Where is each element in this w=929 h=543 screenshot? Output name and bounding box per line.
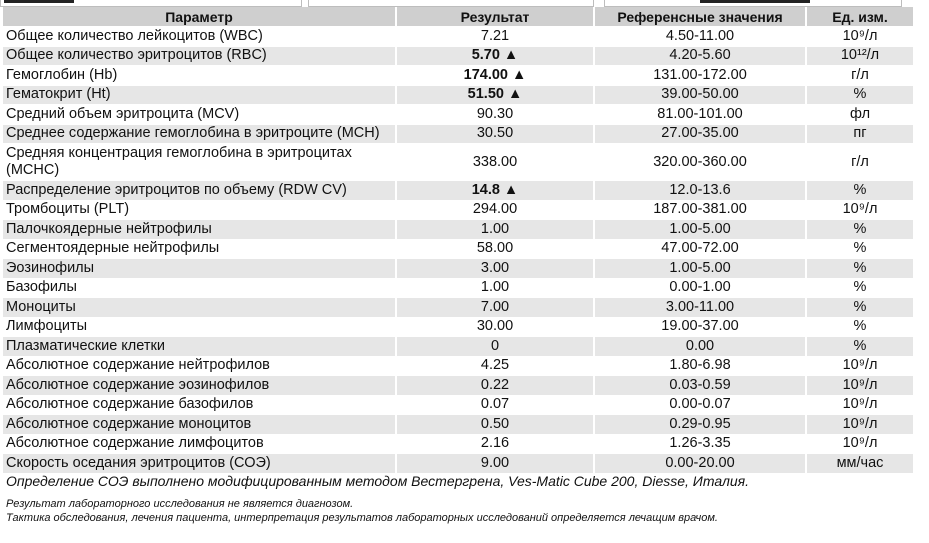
top-partial-header-strip [0, 0, 929, 7]
cell-reference: 19.00-37.00 [595, 318, 807, 338]
cell-result: 338.00 [397, 144, 595, 181]
cell-result: 7.21 [397, 27, 595, 47]
cell-parameter: Среднее содержание гемоглобина в эритроците (MCH) [3, 125, 397, 145]
cell-unit: 10⁹/л [807, 396, 915, 416]
table-row [3, 86, 915, 106]
cell-result: 294.00 [397, 201, 595, 221]
cell-parameter: Сегментоядерные нейтрофилы [3, 240, 397, 260]
cell-reference: 3.00-11.00 [595, 298, 807, 318]
cell-result: 174.00 ▲ [397, 66, 595, 86]
cell-result: 30.00 [397, 318, 595, 338]
cell-unit: 10⁹/л [807, 201, 915, 221]
cell-reference: 4.50-11.00 [595, 27, 807, 47]
cell-parameter: Средняя концентрация гемоглобина в эритроцитах (MCHC) [3, 144, 397, 181]
cell-unit: мм/час [807, 454, 915, 474]
cell-parameter: Абсолютное содержание моноцитов [3, 415, 397, 435]
partial-header-text-fragment [700, 0, 810, 3]
cell-unit: г/л [807, 66, 915, 86]
table-row [3, 125, 915, 145]
cell-reference: 0.29-0.95 [595, 415, 807, 435]
cell-result: 51.50 ▲ [397, 86, 595, 106]
cell-result: 2.16 [397, 435, 595, 455]
cell-unit: фл [807, 105, 915, 125]
cell-parameter: Плазматические клетки [3, 337, 397, 357]
cell-unit: % [807, 181, 915, 201]
table-header-row [3, 7, 915, 27]
disclaimer-note: Результат лабораторного исследования не является диагнозом. [6, 498, 354, 510]
cell-parameter: Лимфоциты [3, 318, 397, 338]
cell-reference: 0.00-1.00 [595, 279, 807, 299]
cell-unit: % [807, 259, 915, 279]
cell-unit: % [807, 86, 915, 106]
cell-reference: 0.00-20.00 [595, 454, 807, 474]
table-row [3, 376, 915, 396]
cell-unit: 10⁹/л [807, 376, 915, 396]
cell-result: 90.30 [397, 105, 595, 125]
cell-result: 0.07 [397, 396, 595, 416]
cell-unit: 10¹²/л [807, 47, 915, 67]
cell-unit: % [807, 318, 915, 338]
header-unit: Ед. изм. [807, 7, 915, 27]
cell-unit: пг [807, 125, 915, 145]
table-row [3, 415, 915, 435]
table-row [3, 144, 915, 181]
table-row [3, 240, 915, 260]
cell-unit: % [807, 337, 915, 357]
cell-result: 1.00 [397, 220, 595, 240]
cell-parameter: Гемоглобин (Hb) [3, 66, 397, 86]
cell-reference: 320.00-360.00 [595, 144, 807, 181]
cell-reference: 47.00-72.00 [595, 240, 807, 260]
cell-unit: % [807, 279, 915, 299]
disclaimer-note-2: Тактика обследования, лечения пациента, интерпретация результатов лабораторных исследований определяется лечащим врачом. [6, 512, 718, 524]
cell-result: 5.70 ▲ [397, 47, 595, 67]
table-row [3, 279, 915, 299]
cell-parameter: Абсолютное содержание эозинофилов [3, 376, 397, 396]
cell-unit: 10⁹/л [807, 27, 915, 47]
cell-parameter: Абсолютное содержание нейтрофилов [3, 357, 397, 377]
cell-parameter: Моноциты [3, 298, 397, 318]
cell-reference: 27.00-35.00 [595, 125, 807, 145]
cell-parameter: Гематокрит (Ht) [3, 86, 397, 106]
table-row [3, 337, 915, 357]
cell-result: 14.8 ▲ [397, 181, 595, 201]
cell-reference: 1.26-3.35 [595, 435, 807, 455]
cell-reference: 0.00-0.07 [595, 396, 807, 416]
cell-reference: 0.03-0.59 [595, 376, 807, 396]
cell-unit: 10⁹/л [807, 435, 915, 455]
table-row [3, 435, 915, 455]
cell-unit: 10⁹/л [807, 415, 915, 435]
cell-reference: 187.00-381.00 [595, 201, 807, 221]
table-row [3, 259, 915, 279]
cell-unit: % [807, 240, 915, 260]
cell-result: 1.00 [397, 279, 595, 299]
cell-result: 0 [397, 337, 595, 357]
cell-result: 0.22 [397, 376, 595, 396]
cell-result: 30.50 [397, 125, 595, 145]
partial-header-text-fragment [4, 0, 74, 3]
cell-parameter: Средний объем эритроцита (MCV) [3, 105, 397, 125]
cell-unit: % [807, 298, 915, 318]
cell-unit: 10⁹/л [807, 357, 915, 377]
partial-header-cell [308, 0, 594, 7]
lab-results-table [3, 7, 915, 474]
cell-reference: 1.00-5.00 [595, 220, 807, 240]
table-row [3, 105, 915, 125]
cell-reference: 39.00-50.00 [595, 86, 807, 106]
table-row [3, 66, 915, 86]
cell-reference: 1.00-5.00 [595, 259, 807, 279]
table-row [3, 27, 915, 47]
cell-reference: 12.0-13.6 [595, 181, 807, 201]
table-row [3, 181, 915, 201]
cell-reference: 0.00 [595, 337, 807, 357]
cell-result: 4.25 [397, 357, 595, 377]
header-parameter: Параметр [3, 7, 397, 27]
cell-parameter: Эозинофилы [3, 259, 397, 279]
header-reference: Референсные значения [595, 7, 807, 27]
cell-reference: 4.20-5.60 [595, 47, 807, 67]
cell-parameter: Скорость оседания эритроцитов (СОЭ) [3, 454, 397, 474]
cell-result: 58.00 [397, 240, 595, 260]
table-row [3, 454, 915, 474]
cell-parameter: Тромбоциты (PLT) [3, 201, 397, 221]
cell-parameter: Абсолютное содержание лимфоцитов [3, 435, 397, 455]
cell-parameter: Общее количество лейкоцитов (WBC) [3, 27, 397, 47]
table-row [3, 318, 915, 338]
header-result: Результат [397, 7, 595, 27]
cell-parameter: Общее количество эритроцитов (RBC) [3, 47, 397, 67]
cell-unit: % [807, 220, 915, 240]
cell-unit: г/л [807, 144, 915, 181]
cell-result: 3.00 [397, 259, 595, 279]
table-row [3, 47, 915, 67]
table-row [3, 298, 915, 318]
table-row [3, 220, 915, 240]
cell-parameter: Базофилы [3, 279, 397, 299]
cell-result: 9.00 [397, 454, 595, 474]
cell-parameter: Палочкоядерные нейтрофилы [3, 220, 397, 240]
table-row [3, 357, 915, 377]
cell-reference: 131.00-172.00 [595, 66, 807, 86]
cell-result: 7.00 [397, 298, 595, 318]
table-row [3, 201, 915, 221]
cell-reference: 1.80-6.98 [595, 357, 807, 377]
cell-reference: 81.00-101.00 [595, 105, 807, 125]
cell-parameter: Распределение эритроцитов по объему (RDW CV) [3, 181, 397, 201]
table-row [3, 396, 915, 416]
cell-result: 0.50 [397, 415, 595, 435]
method-note: Определение СОЭ выполнено модифицированным методом Вестергрена, Ves-Matic Cube 200, Diesse, Италия. [6, 473, 750, 489]
cell-parameter: Абсолютное содержание базофилов [3, 396, 397, 416]
